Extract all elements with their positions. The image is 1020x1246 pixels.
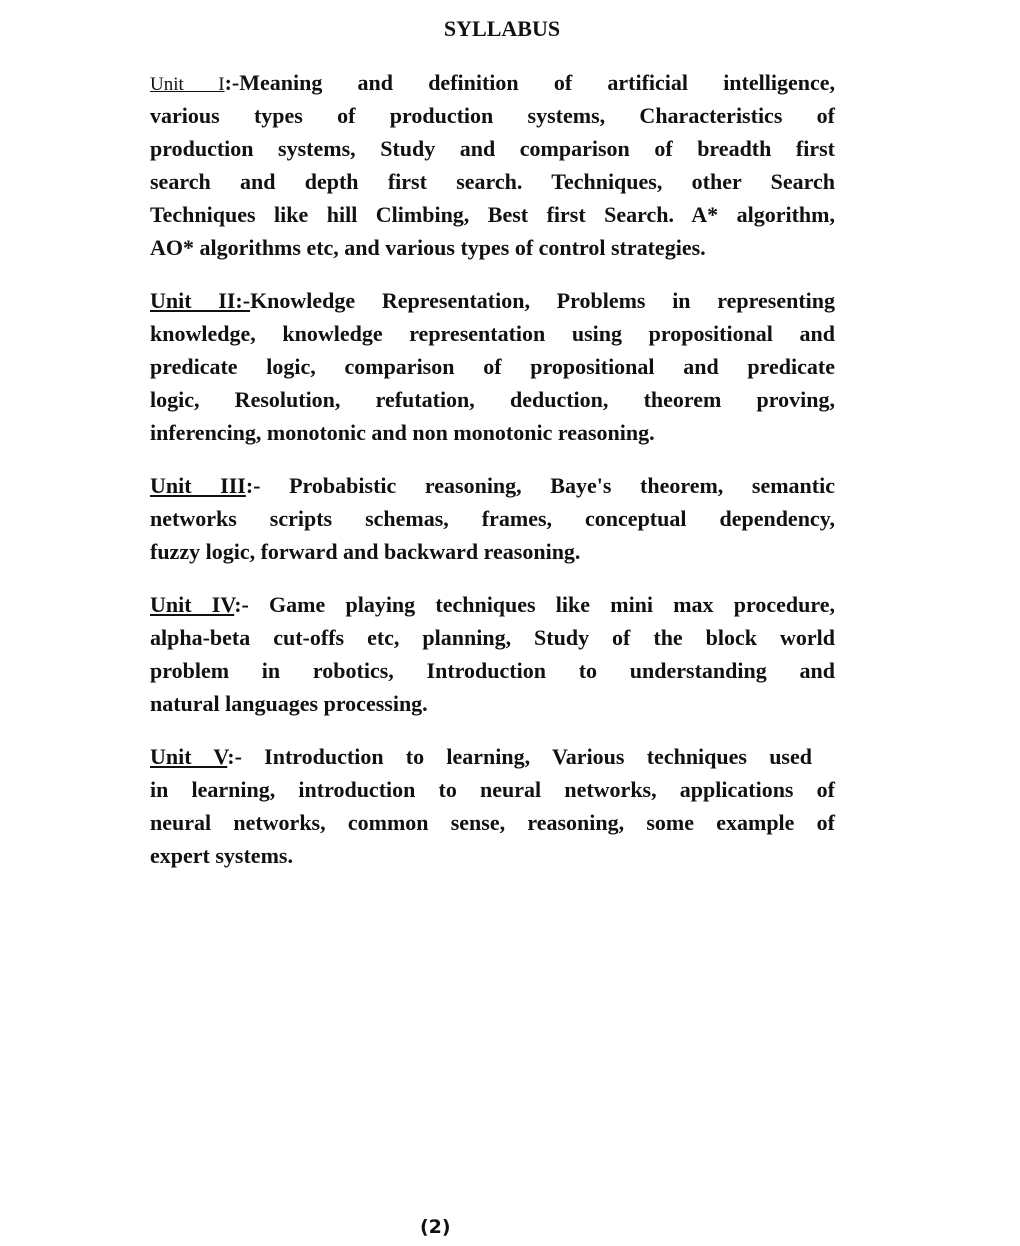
unit-line: knowledge, knowledge representation using propositional and	[150, 321, 835, 346]
unit-line: Techniques like hill Climbing, Best first Search. A* algorithm,	[150, 202, 835, 227]
unit-line: production systems, Study and comparison of breadth first	[150, 136, 835, 161]
unit-section	[150, 740, 835, 872]
unit-line: logic, Resolution, refutation, deduction, theorem proving,	[150, 387, 835, 412]
unit-line	[150, 588, 835, 621]
unit-line: natural languages processing.	[150, 691, 428, 716]
unit-line: networks scripts schemas, frames, conceptual dependency,	[150, 506, 835, 531]
unit-label: Unit I	[150, 74, 225, 95]
unit-line: inferencing, monotonic and non monotonic reasoning.	[150, 420, 655, 445]
unit-section	[150, 66, 835, 264]
unit-line	[150, 284, 835, 317]
unit-section	[150, 469, 835, 568]
unit-text: Knowledge Representation, Problems in representing	[250, 288, 835, 313]
unit-label: Unit II:-	[150, 288, 251, 313]
unit-text: :- Game playing techniques like mini max procedure,	[234, 592, 835, 617]
unit-line: in learning, introduction to neural networks, applications of	[150, 777, 835, 802]
unit-section	[150, 588, 835, 720]
unit-line: predicate logic, comparison of propositional and predicate	[150, 354, 835, 379]
unit-line	[150, 66, 835, 99]
unit-label: Unit IV	[150, 592, 235, 617]
unit-text: :- Probabistic reasoning, Baye's theorem, semantic	[245, 473, 835, 498]
unit-line: various types of production systems, Characteristics of	[150, 103, 835, 128]
unit-line: problem in robotics, Introduction to understanding and	[150, 658, 835, 683]
unit-label: Unit V	[150, 744, 228, 769]
page-title: SYLLABUS	[443, 16, 561, 41]
unit-section	[150, 284, 835, 449]
unit-line: search and depth first search. Techniques, other Search	[150, 169, 835, 194]
unit-line: fuzzy logic, forward and backward reasoning.	[150, 539, 581, 564]
syllabus-content	[150, 66, 835, 892]
unit-label: Unit III	[150, 473, 246, 498]
unit-line: alpha-beta cut-offs etc, planning, Study of the block world	[150, 625, 835, 650]
unit-text: :-Meaning and definition of artificial intelligence,	[224, 70, 835, 95]
unit-line	[150, 740, 812, 773]
unit-text: :- Introduction to learning, Various techniques used	[227, 744, 812, 769]
unit-line	[150, 469, 835, 502]
page-number: (2)	[420, 1216, 451, 1238]
unit-line: AO* algorithms etc, and various types of control strategies.	[150, 235, 706, 260]
unit-line: neural networks, common sense, reasoning, some example of	[150, 810, 835, 835]
unit-line: expert systems.	[150, 843, 293, 868]
